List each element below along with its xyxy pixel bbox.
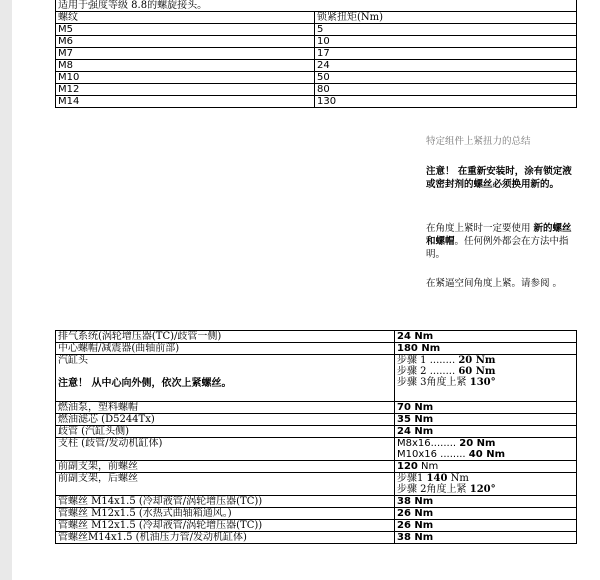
confined-space-note: 在紧逼空间角度上紧。请参阅 。 bbox=[426, 278, 563, 289]
component-label: 管螺丝 M12x1.5 (冷却液管/涡轮增压器(TC)) bbox=[56, 520, 395, 532]
table-row bbox=[56, 24, 577, 36]
table-title: 适用于强度等级 8.8的螺旋接头。 bbox=[56, 0, 577, 12]
table-row bbox=[56, 426, 577, 438]
column-header-torque: 锁紧扭矩(Nm) bbox=[315, 12, 577, 24]
component-label: 前副支架，前螺丝 bbox=[56, 461, 395, 473]
step-value: 20 Nm bbox=[459, 438, 496, 449]
torque-value: 70 Nm bbox=[395, 402, 577, 414]
caption: 特定组件上紧扭力的总结 bbox=[426, 136, 531, 147]
step-value: 130° bbox=[469, 377, 496, 388]
torque-value: 38 Nm bbox=[395, 532, 577, 544]
torque-value: 35 Nm bbox=[395, 414, 577, 426]
component-torque-table bbox=[55, 330, 577, 544]
component-label bbox=[56, 355, 395, 402]
torque-cell: 80 bbox=[315, 84, 577, 96]
thread-cell: M12 bbox=[56, 84, 315, 96]
torque-unit: Nm bbox=[417, 461, 439, 472]
table-row bbox=[56, 473, 577, 496]
thread-cell: M7 bbox=[56, 48, 315, 60]
table-row bbox=[56, 438, 577, 461]
component-label: 管螺丝M14x1.5 (机油压力管/发动机缸体) bbox=[56, 532, 395, 544]
step-unit: Nm bbox=[447, 473, 469, 484]
component-label: 管螺丝 M12x1.5 (水热式曲轴箱通风。) bbox=[56, 508, 395, 520]
table-row bbox=[56, 508, 577, 520]
table-row bbox=[56, 331, 577, 343]
component-label: 支柱 (歧管/发动机缸体) bbox=[56, 438, 395, 461]
step-value: 20 Nm bbox=[458, 355, 496, 366]
table-row bbox=[56, 355, 577, 402]
step-label: 步骤 3角度上紧 bbox=[397, 377, 470, 388]
step-label: M8x16........ bbox=[397, 438, 460, 449]
step-value: 120° bbox=[469, 484, 496, 495]
step-label: 步骤 2 ........ bbox=[397, 366, 459, 377]
thread-cell: M5 bbox=[56, 24, 315, 36]
table-row bbox=[56, 72, 577, 84]
torque-cell: 17 bbox=[315, 48, 577, 60]
torque-value: 38 Nm bbox=[395, 496, 577, 508]
cylinder-head-label: 汽缸头 bbox=[58, 355, 88, 366]
note-emphasis: 新的螺丝和螺帽 bbox=[426, 223, 572, 247]
note-text: 在角度上紧时一定要使用 bbox=[426, 223, 534, 234]
component-label: 前副支架，后螺丝 bbox=[56, 473, 395, 496]
step-value: 60 Nm bbox=[458, 366, 496, 377]
warning-note: 注意！ 在重新安装时，涂有锁定液或密封剂的螺丝必须换用新的。 bbox=[426, 166, 572, 190]
torque-value: 26 Nm bbox=[395, 520, 577, 532]
table-row bbox=[56, 402, 577, 414]
table-header-row bbox=[56, 0, 577, 12]
table-row bbox=[56, 36, 577, 48]
torque-cell: 10 bbox=[315, 36, 577, 48]
torque-value: 26 Nm bbox=[395, 508, 577, 520]
thread-cell: M6 bbox=[56, 36, 315, 48]
table-row bbox=[56, 84, 577, 96]
thread-torque-table bbox=[55, 0, 577, 108]
torque-value: 180 Nm bbox=[395, 343, 577, 355]
table-row bbox=[56, 520, 577, 532]
step-value: 40 Nm bbox=[468, 449, 505, 460]
angle-tightening-note bbox=[426, 222, 572, 261]
step-label: 步骤1 bbox=[397, 473, 427, 484]
torque-value: 24 Nm bbox=[395, 426, 577, 438]
component-label: 中心螺帽/减震器(曲轴前部) bbox=[56, 343, 395, 355]
table-row bbox=[56, 96, 577, 108]
column-header-row bbox=[56, 12, 577, 24]
table-row bbox=[56, 414, 577, 426]
table-row bbox=[56, 343, 577, 355]
table-row bbox=[56, 60, 577, 72]
torque-steps bbox=[395, 438, 577, 461]
table-row bbox=[56, 48, 577, 60]
column-header-thread: 螺纹 bbox=[56, 12, 315, 24]
torque-value: 24 Nm bbox=[395, 331, 577, 343]
torque-cell: 5 bbox=[315, 24, 577, 36]
thread-cell: M10 bbox=[56, 72, 315, 84]
thread-cell: M8 bbox=[56, 60, 315, 72]
thread-cell: M14 bbox=[56, 96, 315, 108]
component-label: 歧管 (汽缸头侧) bbox=[56, 426, 395, 438]
step-label: 步骤 1 ........ bbox=[397, 355, 459, 366]
step-label: 步骤 2角度上紧 bbox=[397, 484, 470, 495]
step-label: M10x16 ........ bbox=[397, 449, 469, 460]
component-label: 燃油泵，塑料螺帽 bbox=[56, 402, 395, 414]
torque-value bbox=[395, 461, 577, 473]
component-label: 管螺丝 M14x1.5 (冷却液管/涡轮增压器(TC)) bbox=[56, 496, 395, 508]
torque-cell: 50 bbox=[315, 72, 577, 84]
torque-cell: 24 bbox=[315, 60, 577, 72]
step-value: 140 bbox=[426, 473, 448, 484]
component-label: 燃油滤芯 (D5244Tx) bbox=[56, 414, 395, 426]
left-margin-bar bbox=[0, 0, 12, 580]
table-row bbox=[56, 496, 577, 508]
table-row bbox=[56, 532, 577, 544]
torque-steps bbox=[395, 355, 577, 402]
table-row bbox=[56, 461, 577, 473]
torque-number: 120 bbox=[397, 461, 418, 472]
tightening-order-note: 注意！ 从中心向外侧，依次上紧螺丝。 bbox=[58, 378, 232, 389]
torque-steps bbox=[395, 473, 577, 496]
component-label: 排气系统(涡轮增压器(TC)/歧管一侧) bbox=[56, 331, 395, 343]
note-text: 。任何例外都会在方法中指明。 bbox=[426, 236, 569, 260]
torque-cell: 130 bbox=[315, 96, 577, 108]
